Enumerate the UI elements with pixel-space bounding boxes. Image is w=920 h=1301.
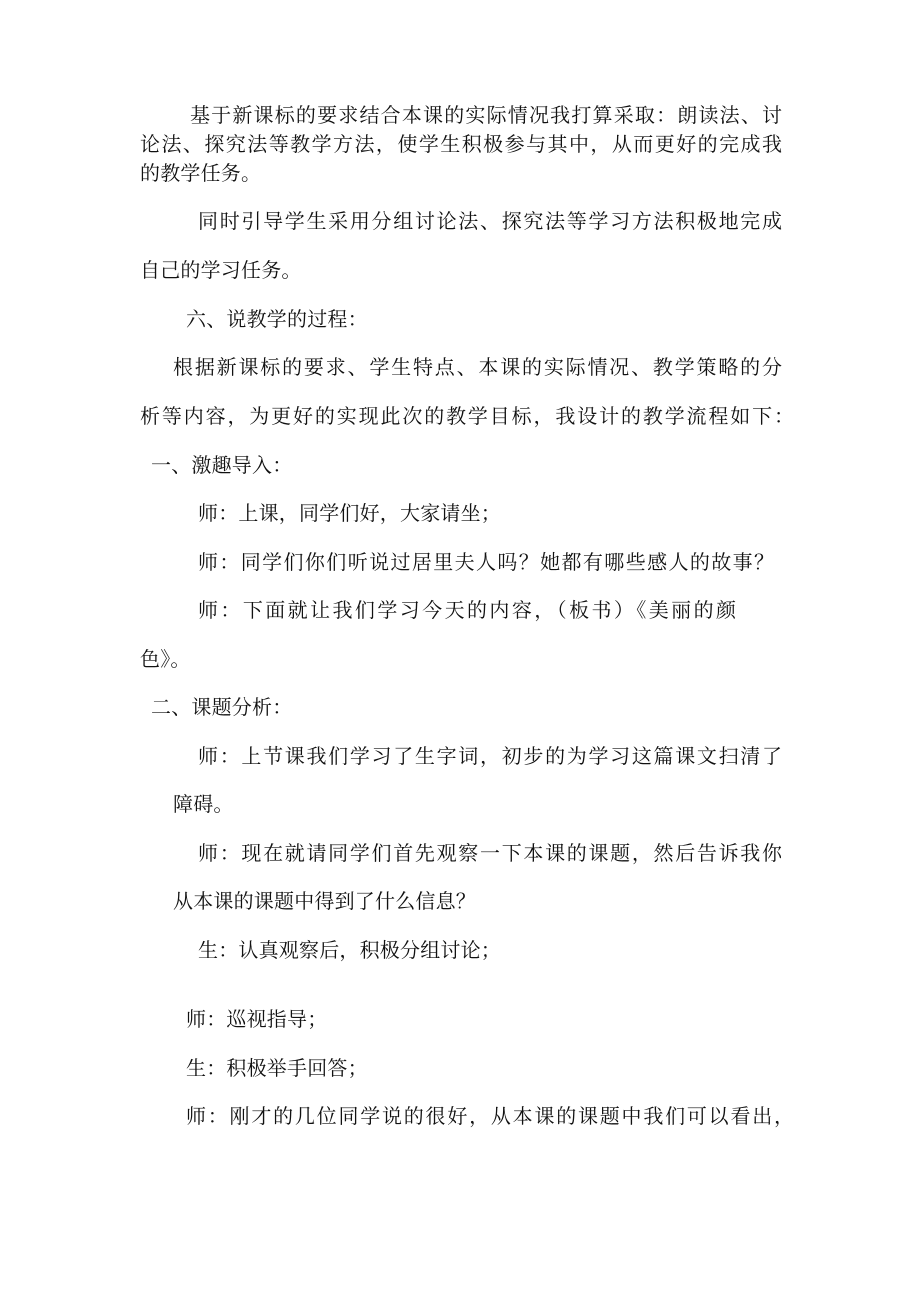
dialogue-line: 生：积极举手回答； [186,1056,368,1080]
paragraph-line: 同时引导学生采用分组讨论法、探究法等学习方法积极地完成 [198,209,782,233]
dialogue-line: 从本课的课题中得到了什么信息？ [173,889,476,913]
section-heading: 六、说教学的过程： [186,307,368,331]
paragraph-line: 析等内容，为更好的实现此次的教学目标，我设计的教学流程如下： [140,404,794,428]
paragraph-line: 根据新课标的要求、学生特点、本课的实际情况、教学策略的分 [173,355,782,379]
section-heading: 一、激趣导入： [151,453,293,477]
paragraph-line: 基于新课标的要求结合本课的实际情况我打算采取：朗读法、讨 [190,103,782,127]
dialogue-line: 障碍。 [173,792,234,816]
dialogue-line: 色》。 [140,647,191,671]
dialogue-line: 生：认真观察后，积极分组讨论； [198,938,501,962]
paragraph-line: 论法、探究法等教学方法，使学生积极参与其中，从而更好的完成我 [140,132,782,156]
dialogue-line: 师：巡视指导； [186,1007,328,1031]
dialogue-line: 师：现在就请同学们首先观察一下本课的课题，然后告诉我你 [198,841,782,865]
dialogue-line: 师：上课，同学们好，大家请坐； [198,501,501,525]
dialogue-line: 师：上节课我们学习了生字词，初步的为学习这篇课文扫清了 [198,744,782,768]
dialogue-line: 师：同学们你们听说过居里夫人吗？她都有哪些感人的故事？ [198,550,774,574]
dialogue-line: 师：刚才的几位同学说的很好，从本课的课题中我们可以看出， [186,1104,794,1128]
paragraph-line: 的教学任务。 [140,161,262,185]
section-heading: 二、课题分析： [151,695,293,719]
dialogue-line: 师：下面就让我们学习今天的内容，（板书）《美丽的颜 [198,598,736,622]
paragraph-line: 自己的学习任务。 [140,258,302,282]
